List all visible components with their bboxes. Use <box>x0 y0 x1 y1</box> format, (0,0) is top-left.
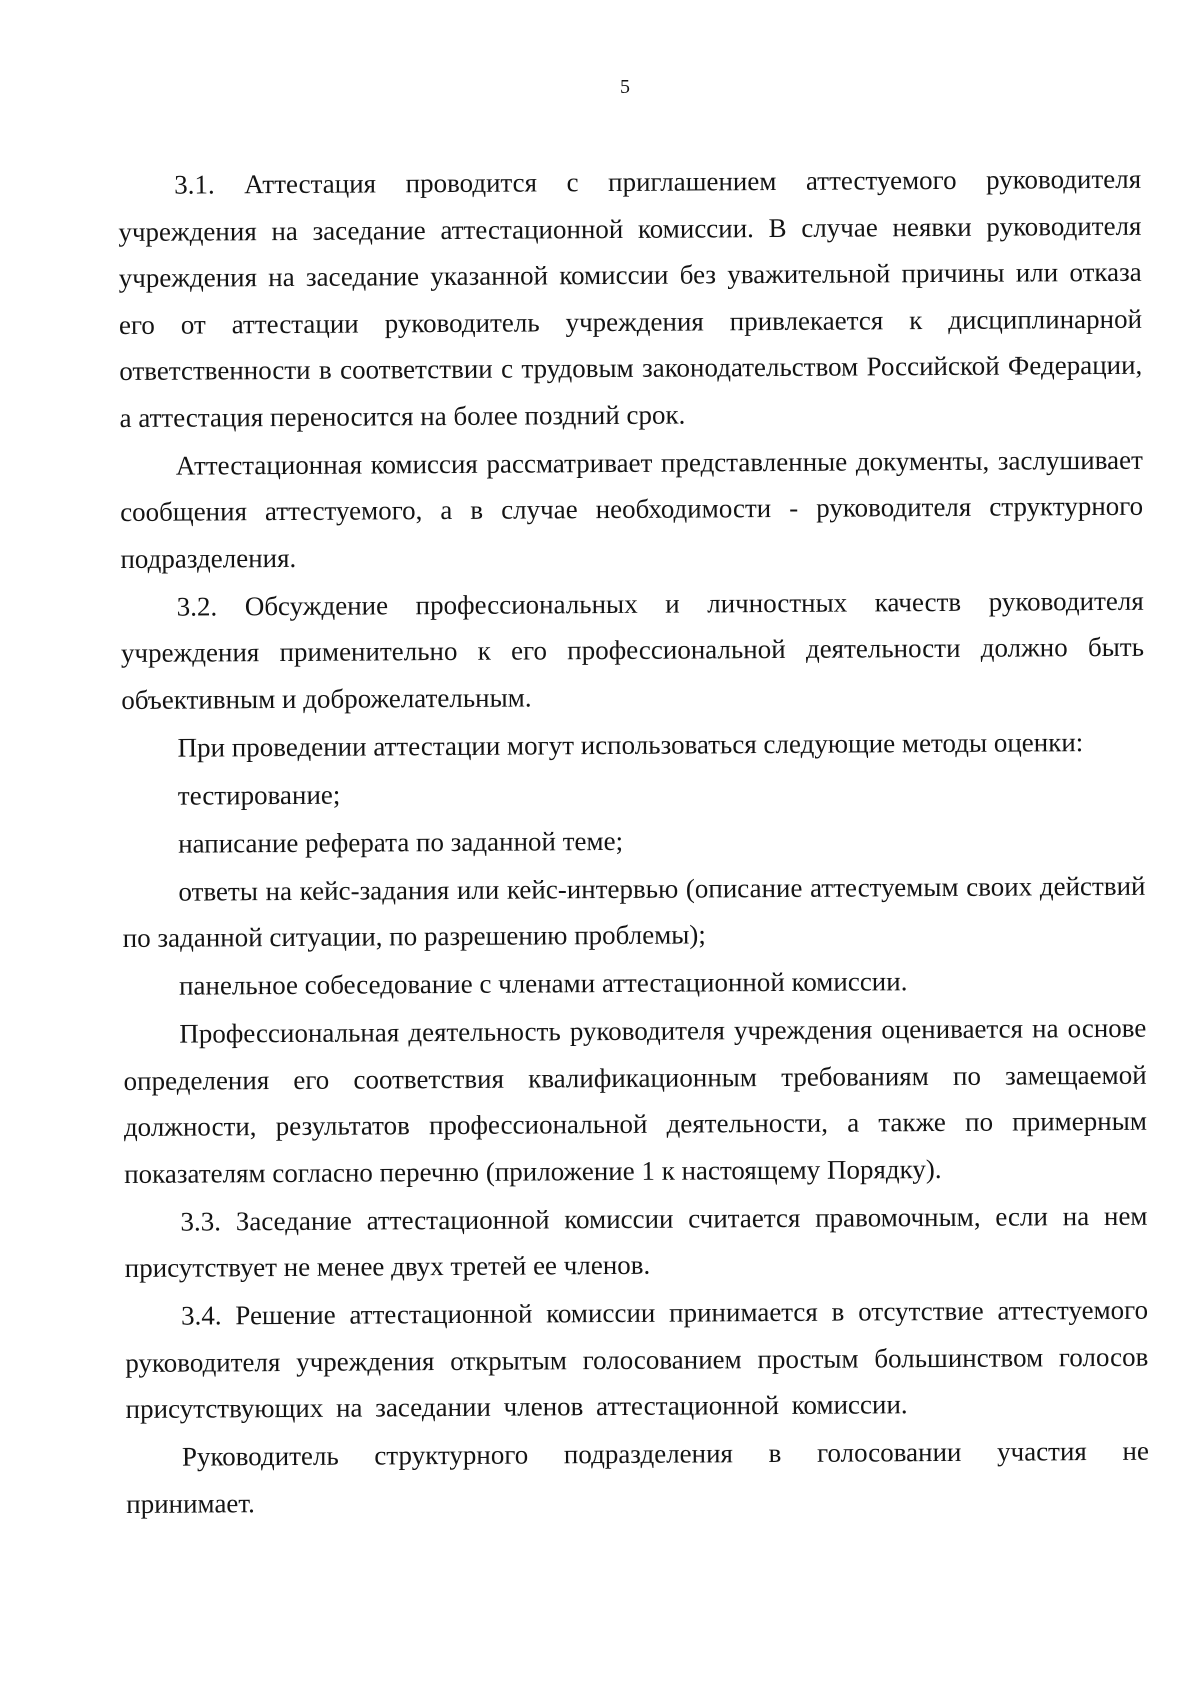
method-item-case-interview: ответы на кейс-задания или кейс-интервью (описание аттестуемым своих действий по заданной ситуации, по разрешению проблемы); <box>122 870 1146 953</box>
page-number: 5 <box>620 76 630 98</box>
paragraph-3-1: 3.1. Аттестация проводится с приглашением аттестуемого руководителя учреждения на заседание аттестационной комиссии. В случае неявки руководителя учреждения на заседание указанной комиссии без уважительной причины или отказа его от аттестации руководитель учреждения привлекается к дисциплинарной ответственности в соответствии с трудовым законодательством Российской Федерации, а аттестация переносится на более поздний срок. <box>118 163 1143 433</box>
method-item-essay: написание реферата по заданной теме; <box>178 825 624 859</box>
paragraph-commission-review: Аттестационная комиссия рассматривает представленные документы, заслушивает сообщения аттестуемого, а в случае необходимости - руководителя структурного подразделения. <box>120 444 1144 574</box>
document-body <box>118 156 1149 1529</box>
paragraph-evaluation-basis: Профессиональная деятельность руководителя учреждения оценивается на основе определения его соответствия квалификационным требованиям по замещаемой должности, результатов профессиональной деятельности, а также по примерным показателям согласно перечню (приложение 1 к настоящему Порядку). <box>123 1012 1147 1189</box>
paragraph-department-head-vote: Руководитель структурного подразделения в голосовании участия не принимает. <box>126 1435 1149 1519</box>
paragraph-3-3: 3.3. Заседание аттестационной комиссии считается правомочным, если на нем присутствует не менее двух третей ее членов. <box>124 1200 1148 1283</box>
method-item-testing: тестирование; <box>177 779 341 811</box>
paragraph-assessment-methods: При проведении аттестации могут использоваться следующие методы оценки: <box>177 726 1084 763</box>
paragraph-3-4: 3.4. Решение аттестационной комиссии принимается в отсутствие аттестуемого руководителя учреждения открытым голосованием простым большинством голосов присутствующих на заседании членов аттестационной комиссии. <box>125 1294 1149 1424</box>
paragraph-3-2: 3.2. Обсуждение профессиональных и личностных качеств руководителя учреждения применительно к его профессиональной деятельности должно быть объективным и доброжелательным. <box>120 585 1145 715</box>
method-item-panel-interview: панельное собеседование с членами аттестационной комиссии. <box>178 966 908 1001</box>
